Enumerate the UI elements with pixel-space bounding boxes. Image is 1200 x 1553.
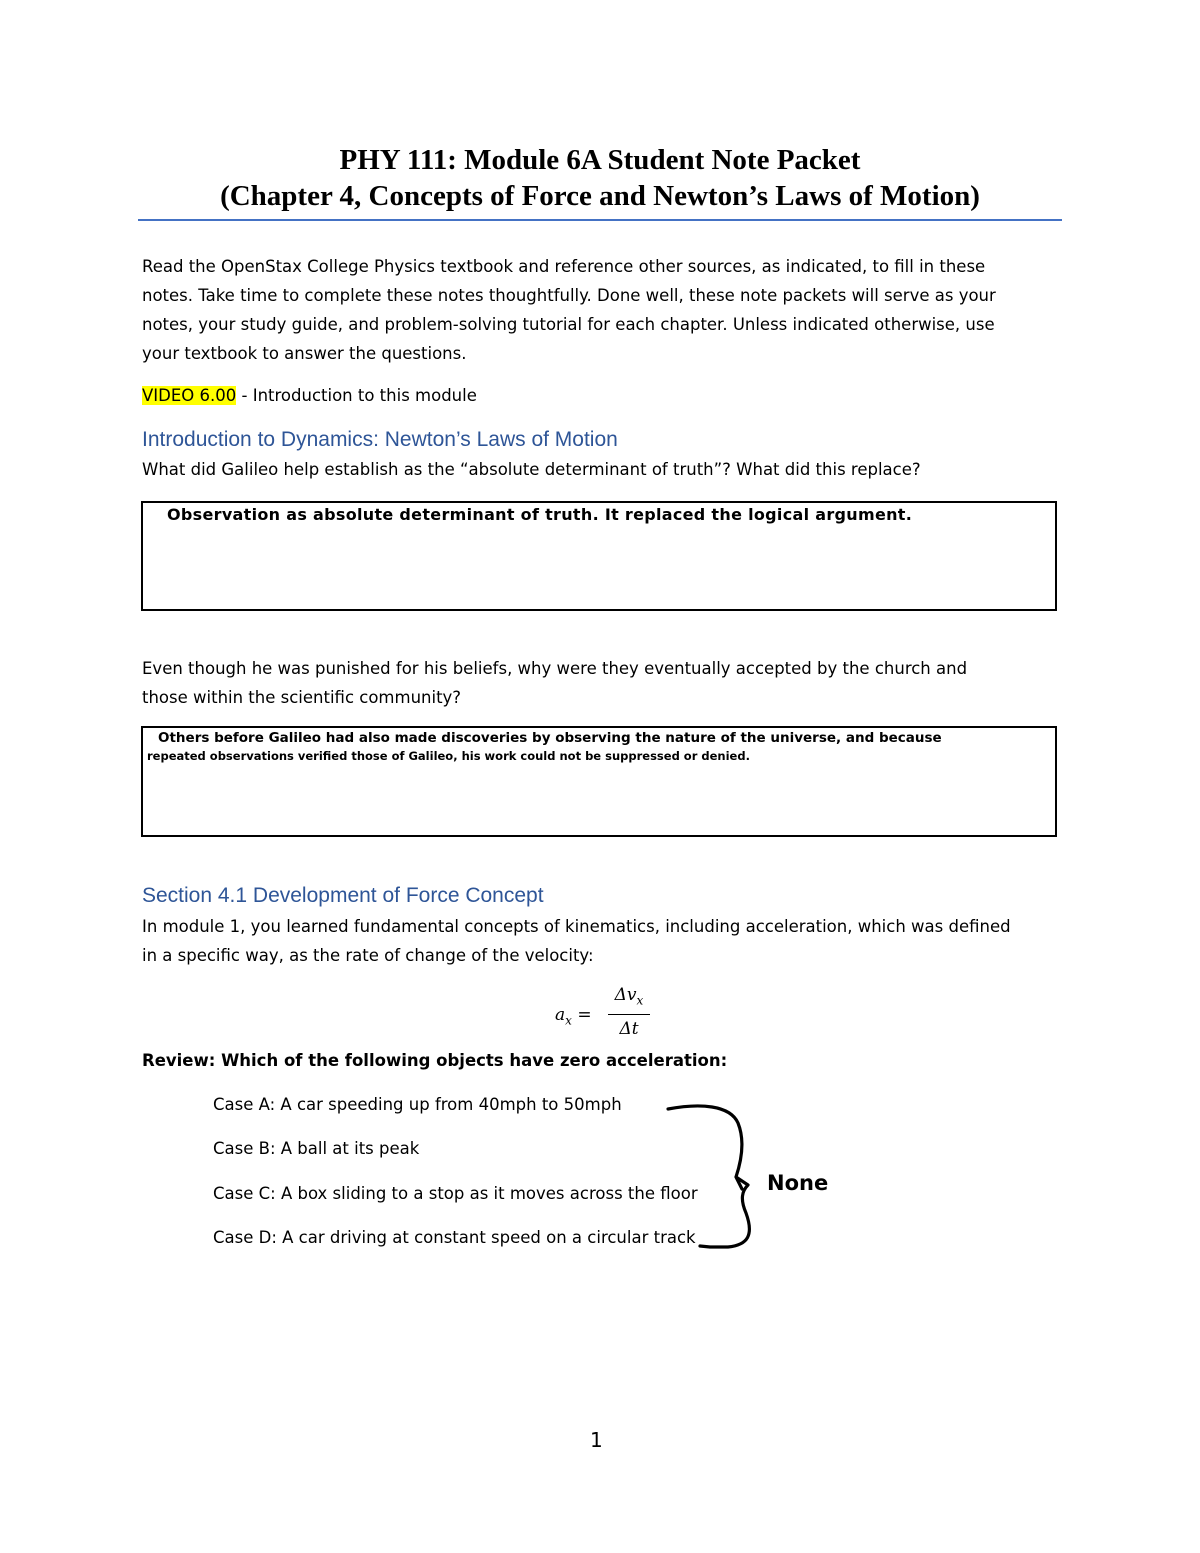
intro-line: notes. Take time to complete these notes thoughtfully. Done well, these note packets will serve as your xyxy=(142,286,996,305)
answer-box-2[interactable] xyxy=(141,726,1057,837)
case-item: Case D: A car driving at constant speed on a circular track xyxy=(213,1228,696,1247)
section-text-line: in a specific way, as the rate of change of the velocity: xyxy=(142,946,594,965)
case-item: Case A: A car speeding up from 40mph to 50mph xyxy=(213,1095,622,1114)
video-description: - Introduction to this module xyxy=(236,386,477,405)
section-text-line: In module 1, you learned fundamental concepts of kinematics, including acceleration, which was defined xyxy=(142,917,1011,936)
title-underline xyxy=(138,219,1062,221)
case-item: Case C: A box sliding to a stop as it moves across the floor xyxy=(213,1184,698,1203)
formula-equals: = xyxy=(571,1005,592,1025)
question-galileo-truth: What did Galileo help establish as the “absolute determinant of truth”? What did this replace? xyxy=(142,460,921,479)
intro-line: your textbook to answer the questions. xyxy=(142,344,467,363)
formula-numerator-sub: x xyxy=(636,993,644,1008)
case-item: Case B: A ball at its peak xyxy=(213,1139,420,1158)
fraction-bar xyxy=(608,1014,650,1015)
intro-line: notes, your study guide, and problem-solving tutorial for each chapter. Unless indicated otherwise, use xyxy=(142,315,995,334)
intro-line: Read the OpenStax College Physics textbook and reference other sources, as indicated, to fill in these xyxy=(142,257,986,276)
handwritten-answer-2-line: repeated observations verified those of Galileo, his work could not be suppressed or denied. xyxy=(147,749,750,763)
formula-lhs: a xyxy=(555,1005,566,1025)
handwritten-brace-icon xyxy=(660,1095,770,1255)
formula-denominator: Δt xyxy=(619,1019,639,1040)
review-question: Review: Which of the following objects have zero acceleration: xyxy=(142,1051,728,1070)
video-line xyxy=(142,381,477,410)
title-line-1: PHY 111: Module 6A Student Note Packet xyxy=(339,144,861,176)
handwritten-answer-2-line: Others before Galileo had also made discoveries by observing the nature of the universe, and because xyxy=(158,730,942,746)
question-accepted-line: those within the scientific community? xyxy=(142,688,462,707)
answer-box-1[interactable] xyxy=(141,501,1057,611)
video-link[interactable]: VIDEO 6.00 xyxy=(142,386,237,405)
handwritten-answer-none: None xyxy=(767,1171,829,1195)
section-heading-dynamics: Introduction to Dynamics: Newton’s Laws of Motion xyxy=(142,428,618,451)
section-heading-4-1: Section 4.1 Development of Force Concept xyxy=(142,884,544,907)
handwritten-answer-1: Observation as absolute determinant of truth. It replaced the logical argument. xyxy=(167,505,913,524)
title-line-2: (Chapter 4, Concepts of Force and Newton’s Laws of Motion) xyxy=(220,180,980,212)
page-number: 1 xyxy=(590,1428,603,1452)
formula-lhs-sub: x xyxy=(565,1013,572,1028)
formula-numerator: Δv xyxy=(614,985,637,1005)
question-accepted-line: Even though he was punished for his beliefs, why were they eventually accepted by the church and xyxy=(142,659,968,678)
